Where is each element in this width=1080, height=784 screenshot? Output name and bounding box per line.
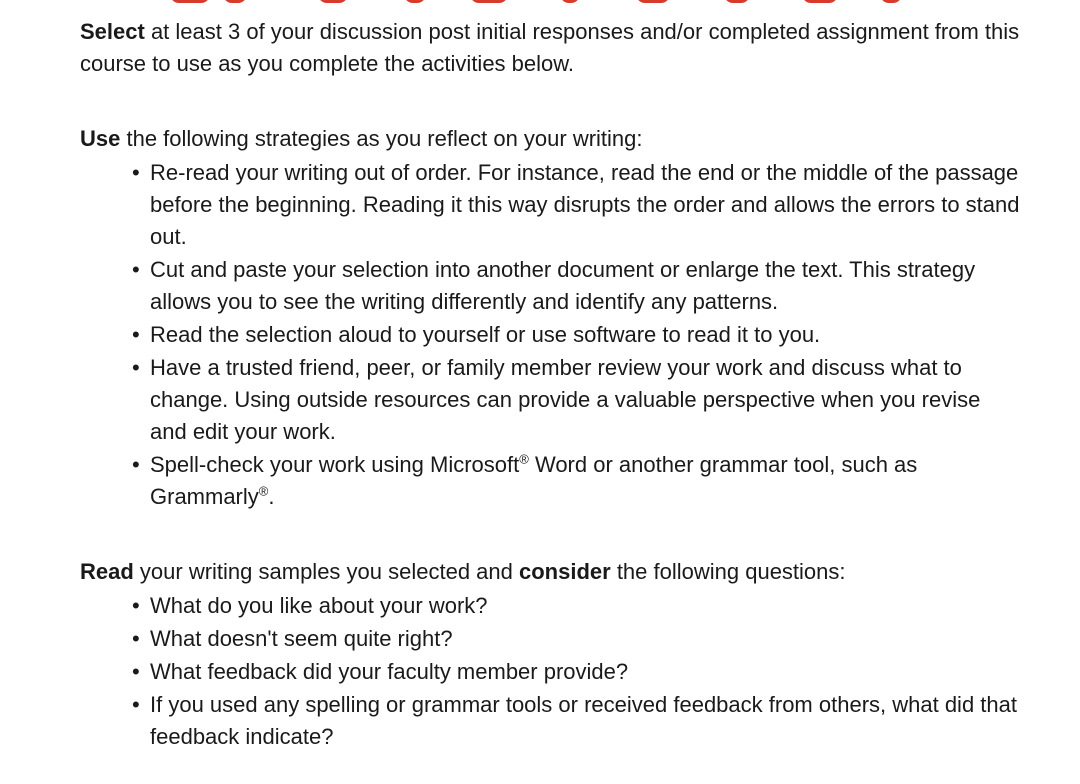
question-text: What doesn't seem quite right?	[150, 626, 453, 651]
strategies-heading	[80, 123, 1020, 155]
strategy-text: Re-read your writing out of order. For instance, read the end or the middle of the passage before the beginning. Reading it this way disrupts the order and allows the errors to stand out.	[150, 160, 1020, 249]
list-item	[80, 590, 1020, 622]
questions-section	[80, 556, 1020, 753]
list-item	[80, 623, 1020, 655]
strategies-lead: Use	[80, 126, 121, 151]
list-item	[80, 352, 1020, 448]
registered-mark: ®	[519, 451, 529, 467]
bullet-icon: •	[132, 355, 140, 380]
intro-text: at least 3 of your discussion post initial responses and/or completed assignment from this course to use as you complete the activities below.	[80, 19, 1020, 76]
questions-lead-consider: consider	[519, 559, 611, 584]
strategy-text: Cut and paste your selection into another document or enlarge the text. This strategy allows you to see the writing differently and identify any patterns.	[150, 257, 976, 314]
strategies-list	[80, 157, 1020, 513]
strategy-text: Read the selection aloud to yourself or use software to read it to you.	[150, 322, 821, 347]
strategy-text: Have a trusted friend, peer, or family member review your work and discuss what to change. Using outside resources can provide a valuable perspective when you revise and edit your work.	[150, 355, 981, 444]
question-text: What feedback did your faculty member provide?	[150, 659, 629, 684]
document-body	[80, 16, 1020, 754]
questions-heading	[80, 556, 1020, 588]
list-item	[80, 449, 1020, 513]
strategy-text: .	[268, 484, 275, 509]
bullet-icon: •	[132, 160, 140, 185]
strategy-text: Word or another grammar tool, such as Grammarly	[150, 452, 918, 509]
list-item	[80, 319, 1020, 351]
intro-paragraph	[80, 16, 1020, 80]
cropped-heading-fragment	[0, 0, 1080, 6]
intro-lead: Select	[80, 19, 145, 44]
bullet-icon: •	[132, 626, 140, 651]
strategies-section	[80, 123, 1020, 513]
bullet-icon: •	[132, 593, 140, 618]
bullet-icon: •	[132, 452, 140, 477]
questions-lead-read: Read	[80, 559, 134, 584]
list-item	[80, 157, 1020, 253]
questions-list	[80, 590, 1020, 753]
question-text: What do you like about your work?	[150, 593, 488, 618]
registered-mark: ®	[258, 483, 269, 499]
bullet-icon: •	[132, 692, 140, 717]
questions-heading-rest: the following questions:	[610, 559, 846, 584]
question-text: If you used any spelling or grammar tools or received feedback from others, what did that feedback indicate?	[150, 692, 1017, 749]
strategies-heading-text: the following strategies as you reflect on your writing:	[120, 126, 643, 151]
bullet-icon: •	[132, 322, 140, 347]
bullet-icon: •	[132, 659, 140, 684]
list-item	[80, 254, 1020, 318]
questions-heading-text: your writing samples you selected and	[133, 559, 519, 584]
strategy-text: Spell-check your work using Microsoft	[150, 452, 520, 477]
list-item	[80, 689, 1020, 753]
list-item	[80, 656, 1020, 688]
bullet-icon: •	[132, 257, 140, 282]
